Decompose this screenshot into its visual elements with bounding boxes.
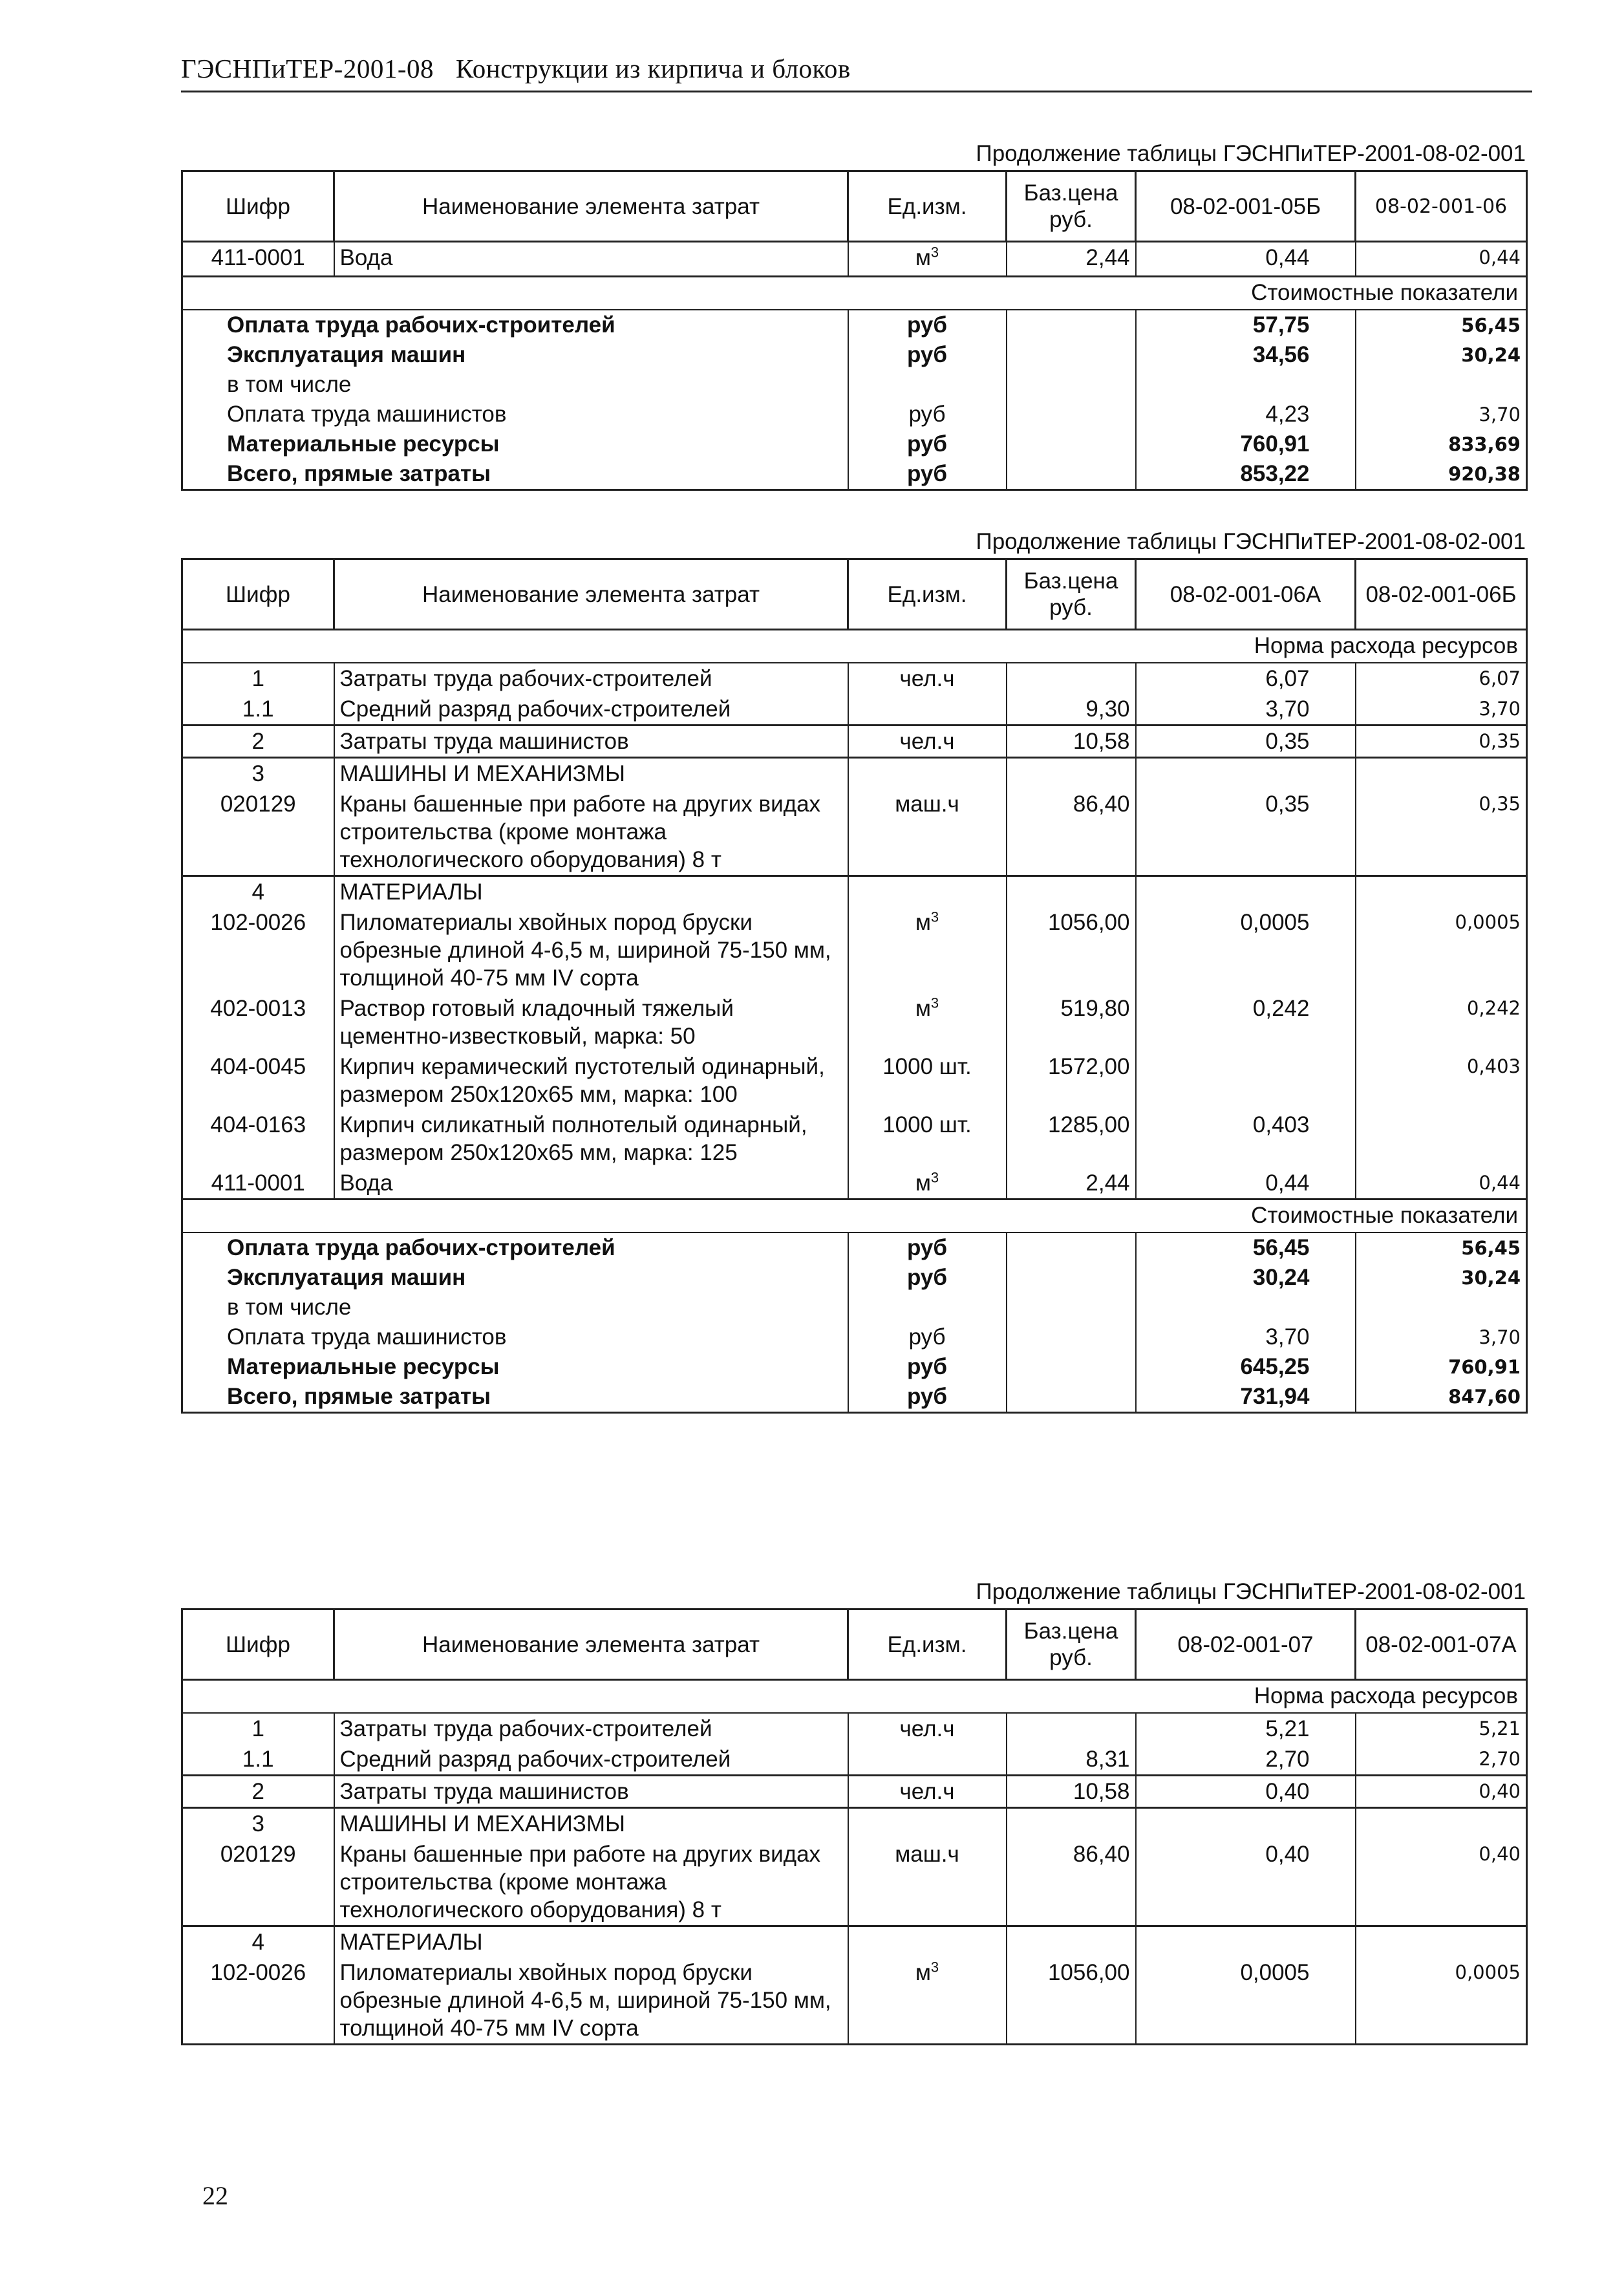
cost-row: в том числе bbox=[182, 1293, 1527, 1322]
table-row: 411-0001 Вода $м^3$ 2,44 0,44 0,44 bbox=[182, 1168, 1527, 1200]
estimate-table bbox=[181, 170, 1528, 491]
table-row: 102-0026 Пиломатериалы хвойных пород бруски обрезные длиной 4-6,5 м, шириной 75-150 мм, толщиной 40-75 мм IV сорта $м^3$ 1056,00 0,0005 0,0005 bbox=[182, 907, 1527, 993]
table-row: 4 МАТЕРИАЛЫ bbox=[182, 876, 1527, 908]
table-caption: Продолжение таблицы ГЭСНПиТЕР-2001-08-02-001 bbox=[976, 529, 1526, 554]
col-unit: Ед.изм. bbox=[848, 559, 1007, 630]
col-cipher: Шифр bbox=[182, 1609, 334, 1680]
col-unit: Ед.изм. bbox=[848, 171, 1007, 242]
table-row: 411-0001 Вода $м^3$ 2,44 0,44 0,44 bbox=[182, 242, 1527, 274]
cost-row: Оплата труда машинистов руб 3,70 3,70 bbox=[182, 1322, 1527, 1352]
page-number: 22 bbox=[202, 2181, 228, 2210]
estimate-table bbox=[181, 1608, 1528, 2045]
col-price: Баз.цена руб. bbox=[1007, 171, 1136, 242]
col-cipher: Шифр bbox=[182, 171, 334, 242]
col-variant-a: 08-02-001-05Б bbox=[1136, 171, 1356, 242]
cost-row: Оплата труда рабочих-строителей руб 57,75 56,45 bbox=[182, 310, 1527, 340]
table-row: 020129 Краны башенные при работе на других видах строительства (кроме монтажа технологического оборудования) 8 т маш.ч 86,40 0,40 0,40 bbox=[182, 1839, 1527, 1926]
col-name: Наименование элемента затрат bbox=[334, 1609, 848, 1680]
table-row: 1 Затраты труда рабочих-строителей чел.ч 6,07 6,07 bbox=[182, 663, 1527, 694]
table-row: 404-0045 Кирпич керамический пустотелый одинарный, размером 250х120х65 мм, марка: 100 1000 шт. 1572,00 0,403 bbox=[182, 1051, 1527, 1110]
table-row: 2 Затраты труда машинистов чел.ч 10,58 0,35 0,35 bbox=[182, 726, 1527, 758]
section-header: Стоимостные показатели bbox=[182, 277, 1527, 310]
cost-row: Оплата труда машинистов руб 4,23 3,70 bbox=[182, 400, 1527, 429]
table-row: 1.1 Средний разряд рабочих-строителей 9,30 3,70 3,70 bbox=[182, 694, 1527, 726]
estimate-table bbox=[181, 558, 1528, 1414]
cost-row: Всего, прямые затраты руб 853,22 920,38 bbox=[182, 459, 1527, 490]
table-row: 1 Затраты труда рабочих-строителей чел.ч 5,21 5,21 bbox=[182, 1713, 1527, 1744]
col-variant-a: 08-02-001-06А bbox=[1136, 559, 1356, 630]
col-price: Баз.цена руб. bbox=[1007, 1609, 1136, 1680]
col-variant-b: 08-02-001-07А bbox=[1356, 1609, 1527, 1680]
cost-row: Эксплуатация машин руб 30,24 30,24 bbox=[182, 1263, 1527, 1293]
col-name: Наименование элемента затрат bbox=[334, 171, 848, 242]
col-name: Наименование элемента затрат bbox=[334, 559, 848, 630]
col-variant-a: 08-02-001-07 bbox=[1136, 1609, 1356, 1680]
table-caption: Продолжение таблицы ГЭСНПиТЕР-2001-08-02-001 bbox=[976, 1579, 1526, 1604]
col-variant-b: 08-02-001-06 bbox=[1356, 171, 1527, 242]
table-caption: Продолжение таблицы ГЭСНПиТЕР-2001-08-02-001 bbox=[976, 141, 1526, 166]
cost-row: Материальные ресурсы руб 760,91 833,69 bbox=[182, 429, 1527, 459]
col-variant-b: 08-02-001-06Б bbox=[1356, 559, 1527, 630]
table-row: 4 МАТЕРИАЛЫ bbox=[182, 1926, 1527, 1958]
col-unit: Ед.изм. bbox=[848, 1609, 1007, 1680]
section-header: Норма расхода ресурсов bbox=[182, 630, 1527, 663]
table-row: 404-0163 Кирпич силикатный полнотелый одинарный, размером 250х120х65 мм, марка: 125 1000 шт. 1285,00 0,403 bbox=[182, 1110, 1527, 1168]
table-row: 402-0013 Раствор готовый кладочный тяжелый цементно-известковый, марка: 50 $м^3$ 519,80 0,242 0,242 bbox=[182, 993, 1527, 1051]
table-row: 2 Затраты труда машинистов чел.ч 10,58 0,40 0,40 bbox=[182, 1776, 1527, 1808]
cost-row: в том числе bbox=[182, 370, 1527, 400]
table-row: 102-0026 Пиломатериалы хвойных пород бруски обрезные длиной 4-6,5 м, шириной 75-150 мм, толщиной 40-75 мм IV сорта $м^3$ 1056,00 0,0005 0,0005 bbox=[182, 1957, 1527, 2045]
table-row: 1.1 Средний разряд рабочих-строителей 8,31 2,70 2,70 bbox=[182, 1744, 1527, 1776]
table-row: 3 МАШИНЫ И МЕХАНИЗМЫ bbox=[182, 758, 1527, 790]
section-header: Стоимостные показатели bbox=[182, 1200, 1527, 1233]
col-price: Баз.цена руб. bbox=[1007, 559, 1136, 630]
cost-row: Всего, прямые затраты руб 731,94 847,60 bbox=[182, 1382, 1527, 1413]
header-title: Конструкции из кирпича и блоков bbox=[455, 54, 851, 83]
col-cipher: Шифр bbox=[182, 559, 334, 630]
cost-row: Оплата труда рабочих-строителей руб 56,45 56,45 bbox=[182, 1232, 1527, 1263]
header-code: ГЭСНПиТЕР-2001-08 bbox=[181, 54, 434, 83]
page-header bbox=[181, 53, 1532, 92]
cost-row: Эксплуатация машин руб 34,56 30,24 bbox=[182, 340, 1527, 370]
table-row: 020129 Краны башенные при работе на других видах строительства (кроме монтажа технологического оборудования) 8 т маш.ч 86,40 0,35 0,35 bbox=[182, 789, 1527, 876]
cost-row: Материальные ресурсы руб 645,25 760,91 bbox=[182, 1352, 1527, 1382]
table-row: 3 МАШИНЫ И МЕХАНИЗМЫ bbox=[182, 1808, 1527, 1840]
section-header: Норма расхода ресурсов bbox=[182, 1680, 1527, 1714]
